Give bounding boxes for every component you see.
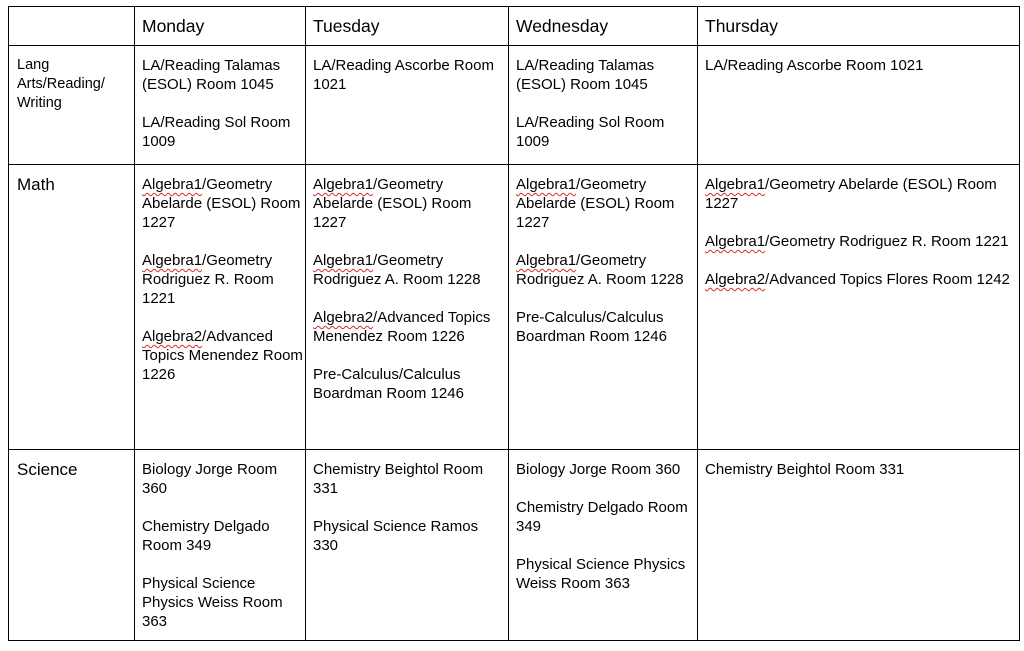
column-divider (697, 6, 698, 641)
class-entry-text: /Advanced Topics Menendez Room 1226 (142, 328, 303, 383)
schedule-cell (516, 175, 696, 346)
class-entry-text: Physical Science Physics Weiss Room 363 (142, 575, 283, 630)
class-entry (313, 517, 503, 555)
row-divider (8, 164, 1020, 165)
class-entry (705, 460, 1017, 479)
class-entry (516, 308, 696, 346)
day-header-wednesday: Wednesday (516, 16, 609, 36)
class-entry (705, 175, 1017, 213)
class-entry (313, 365, 503, 403)
class-entry (142, 517, 304, 555)
schedule-cell (142, 56, 304, 151)
class-entry-text: /Geometry Rodriguez A. Room 1228 (516, 252, 684, 288)
class-entry (705, 270, 1017, 289)
class-entry-text: /Geometry Rodriguez A. Room 1228 (313, 252, 481, 288)
class-entry-text: /Geometry Rodriguez R. Room 1221 (142, 252, 274, 307)
class-entry (142, 113, 304, 151)
class-entry-text: Pre-Calculus/Calculus Boardman Room 1246 (516, 309, 667, 345)
class-entry (516, 460, 696, 479)
column-divider (134, 6, 135, 641)
class-entry-text: LA/Reading Talamas (ESOL) Room 1045 (142, 57, 281, 93)
class-entry (142, 251, 304, 308)
day-header-tuesday: Tuesday (313, 16, 380, 36)
class-entry (516, 175, 696, 232)
class-entry (516, 498, 696, 536)
class-entry-text: Chemistry Delgado Room 349 (516, 499, 688, 535)
course-code: Algebra1 (516, 176, 577, 193)
schedule-cell (142, 175, 304, 384)
course-code: Algebra1 (313, 176, 374, 193)
class-entry (142, 574, 304, 631)
class-entry-text: Physical Science Ramos 330 (313, 518, 479, 554)
class-entry (313, 175, 503, 232)
class-entry-text: /Geometry Abelarde (ESOL) Room 1227 (142, 176, 301, 231)
class-entry-text: /Advanced Topics Menendez Room 1226 (313, 309, 491, 345)
class-entry (516, 555, 696, 593)
schedule-cell (313, 56, 503, 94)
subject-lang-arts: Lang Arts/Reading/ Writing (17, 57, 105, 111)
course-code: Algebra1 (313, 252, 374, 269)
table-border (8, 6, 9, 641)
schedule-cell (705, 56, 1017, 75)
course-code: Algebra2 (313, 309, 374, 326)
column-divider (305, 6, 306, 641)
class-entry-text: LA/Reading Sol Room 1009 (142, 114, 291, 150)
course-code: Algebra2 (705, 271, 766, 288)
day-header-thursday: Thursday (705, 16, 778, 36)
schedule-cell (516, 56, 696, 151)
row-divider (8, 45, 1020, 46)
class-entry (705, 56, 1017, 75)
table-border (8, 6, 1020, 7)
class-entry (142, 175, 304, 232)
class-entry-text: Pre-Calculus/Calculus Boardman Room 1246 (313, 366, 464, 402)
class-entry (313, 308, 503, 346)
class-entry-text: Chemistry Beightol Room 331 (705, 461, 905, 478)
class-entry (142, 460, 304, 498)
schedule-cell (705, 460, 1017, 479)
schedule-cell (313, 460, 503, 555)
course-code: Algebra1 (705, 176, 766, 193)
class-entry-text: /Geometry Abelarde (ESOL) Room 1227 (516, 176, 675, 231)
class-entry (516, 113, 696, 151)
course-code: Algebra2 (142, 328, 203, 345)
class-entry-text: LA/Reading Sol Room 1009 (516, 114, 665, 150)
table-border (8, 640, 1020, 641)
class-entry (313, 460, 503, 498)
class-entry (313, 251, 503, 289)
class-entry-text: Chemistry Delgado Room 349 (142, 518, 270, 554)
course-code: Algebra1 (142, 252, 203, 269)
class-entry-text: /Geometry Rodriguez R. Room 1221 (765, 233, 1009, 250)
class-entry (142, 56, 304, 94)
course-code: Algebra1 (705, 233, 766, 250)
class-entry-text: LA/Reading Ascorbe Room 1021 (313, 57, 494, 93)
class-entry-text: /Geometry Abelarde (ESOL) Room 1227 (705, 176, 997, 212)
class-entry (313, 56, 503, 94)
class-entry (705, 232, 1017, 251)
schedule-cell (142, 460, 304, 631)
course-code: Algebra1 (142, 176, 203, 193)
class-entry (516, 251, 696, 289)
class-entry-text: Chemistry Beightol Room 331 (313, 461, 484, 497)
schedule-cell (313, 175, 503, 403)
class-entry-text: LA/Reading Talamas (ESOL) Room 1045 (516, 57, 655, 93)
class-entry-text: Biology Jorge Room 360 (142, 461, 278, 497)
class-entry (142, 327, 304, 384)
course-code: Algebra1 (516, 252, 577, 269)
table-border (1019, 6, 1020, 641)
row-divider (8, 449, 1020, 450)
class-entry-text: /Advanced Topics Flores Room 1242 (765, 271, 1010, 288)
schedule-cell (705, 175, 1017, 289)
class-entry-text: Biology Jorge Room 360 (516, 461, 681, 478)
schedule-cell (516, 460, 696, 593)
day-header-monday: Monday (142, 16, 205, 36)
column-divider (508, 6, 509, 641)
class-entry (516, 56, 696, 94)
class-entry-text: /Geometry Abelarde (ESOL) Room 1227 (313, 176, 472, 231)
class-entry-text: Physical Science Physics Weiss Room 363 (516, 556, 686, 592)
class-entry-text: LA/Reading Ascorbe Room 1021 (705, 57, 924, 74)
subject-math: Math (17, 175, 55, 194)
subject-science: Science (17, 460, 78, 479)
